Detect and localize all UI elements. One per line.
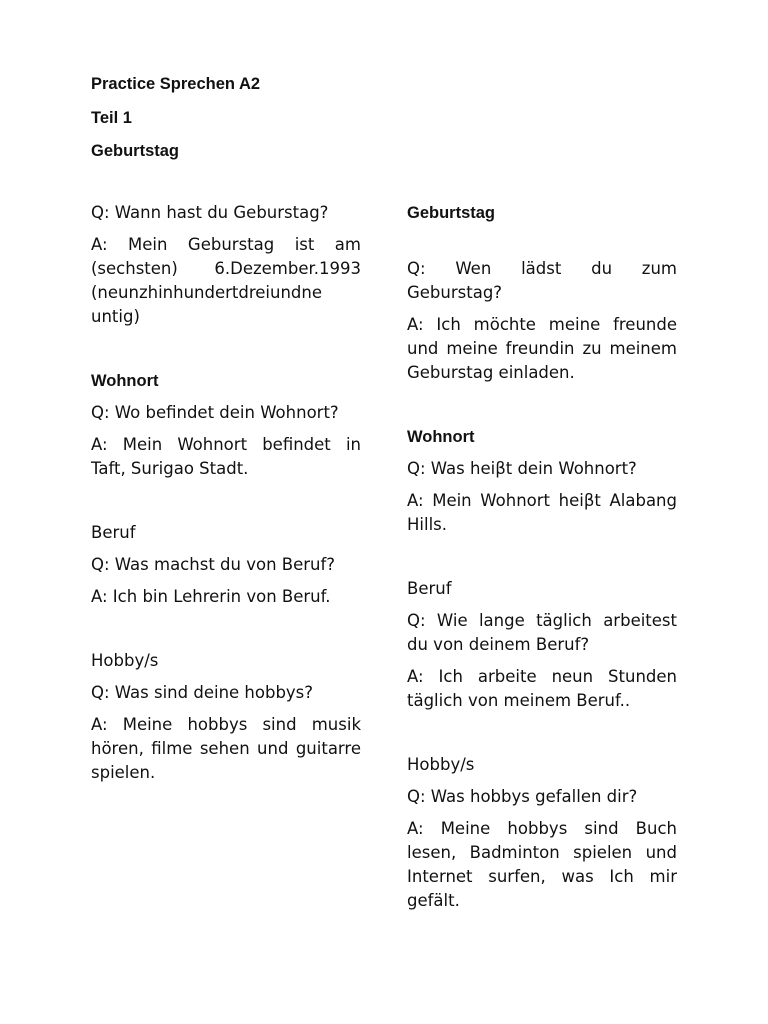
answer: A: Mein Wohnort heiβt Alabang Hills.: [407, 491, 677, 534]
section-title-geburtstag: Geburtstag: [407, 204, 496, 222]
section-title-beruf: Beruf: [91, 523, 136, 542]
section-title-hobbys: Hobby/s: [91, 651, 159, 670]
question: Q: Wann hast du Geburstag?: [91, 203, 329, 222]
document-header: [91, 72, 411, 173]
answer: A: Ich möchte meine freunde und meine freundin zu meinem Geburstag einladen.: [407, 315, 677, 382]
answer: A: Mein Wohnort befindet in Taft, Surigao Stadt.: [91, 435, 361, 478]
question: Q: Was heiβt dein Wohnort?: [407, 459, 637, 478]
question: Q: Wie lange täglich arbeitest du von deinem Beruf?: [407, 611, 677, 654]
question: Q: Was sind deine hobbys?: [91, 683, 314, 702]
answer: A: Mein Geburstag ist am (sechsten) 6.Dezember.1993 (neunzhinhundertdreiundne untig): [91, 235, 361, 326]
right-section-geburtstag: [407, 201, 677, 385]
answer: A: Meine hobbys sind Buch lesen, Badminton spielen und Internet surfen, was Ich mir gefält.: [407, 819, 677, 910]
answer: A: Ich bin Lehrerin von Beruf.: [91, 587, 331, 606]
left-section-beruf: [91, 521, 361, 609]
question: Q: Was hobbys gefallen dir?: [407, 787, 638, 806]
right-column: [407, 201, 677, 953]
right-section-wohnort: [407, 425, 677, 537]
right-section-beruf: [407, 577, 677, 713]
document-title: Practice Sprechen A2: [91, 75, 261, 93]
section-title-beruf: Beruf: [407, 579, 452, 598]
question: Q: Was machst du von Beruf?: [91, 555, 336, 574]
right-section-hobbys: [407, 753, 677, 913]
left-column: [91, 201, 361, 825]
document-topic: Geburtstag: [91, 142, 180, 160]
question: Q: Wo befindet dein Wohnort?: [91, 403, 339, 422]
answer: A: Meine hobbys sind musik hören, filme sehen und guitarre spielen.: [91, 715, 361, 782]
answer: A: Ich arbeite neun Stunden täglich von meinem Beruf..: [407, 667, 677, 710]
section-title-hobbys: Hobby/s: [407, 755, 475, 774]
left-section-geburtstag: [91, 201, 361, 329]
section-title-wohnort: Wohnort: [407, 428, 475, 446]
left-section-wohnort: [91, 369, 361, 481]
question: Q: Wen lädst du zum Geburstag?: [407, 259, 677, 302]
document-part: Teil 1: [91, 108, 132, 127]
section-title-wohnort: Wohnort: [91, 372, 159, 390]
left-section-hobbys: [91, 649, 361, 785]
